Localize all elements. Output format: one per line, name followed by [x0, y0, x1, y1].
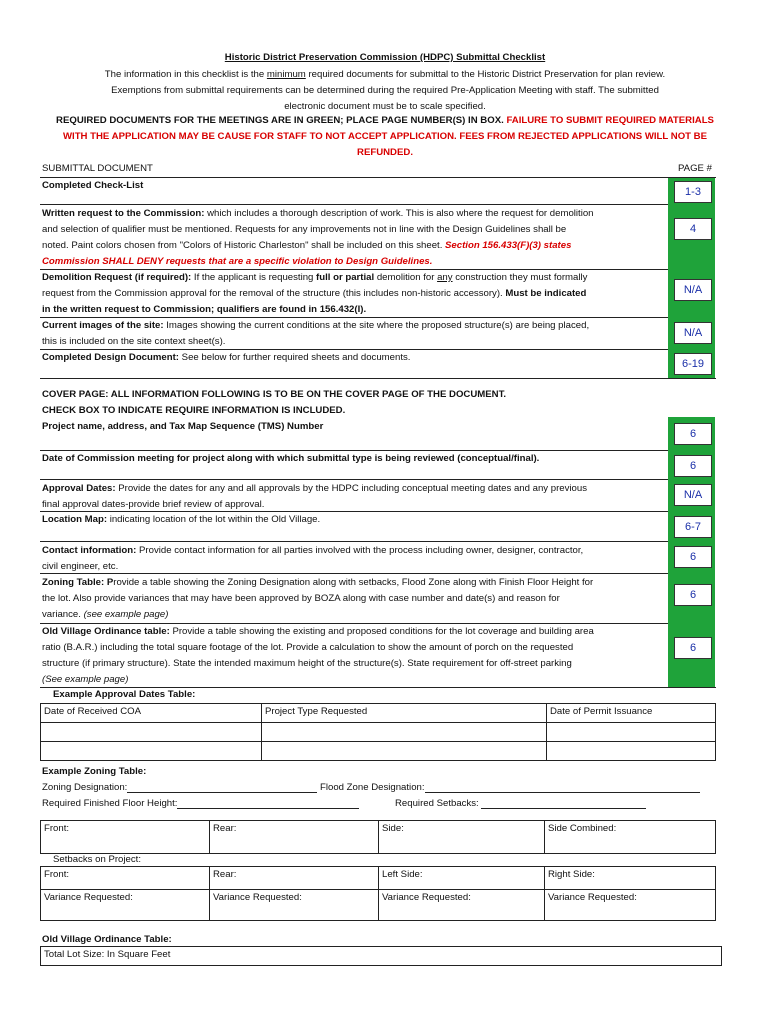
zoning-cell-front[interactable]: Front:	[41, 821, 210, 854]
table-row	[41, 890, 716, 921]
page-box-demolition[interactable]: N/A	[674, 279, 712, 301]
demolition-text-3: in the written request to Commission; qualifiers are found in 156.432(I).	[42, 304, 367, 315]
written-request-section-ref: Section 156.433(F)(3) states	[445, 240, 572, 251]
item-location-map	[42, 512, 667, 528]
page-box-ordinance[interactable]: 6	[674, 637, 712, 659]
table-cell[interactable]	[41, 723, 262, 742]
ordinance-example-note: (See example page)	[42, 674, 129, 685]
ordinance-label: Old Village Ordinance table:	[42, 626, 170, 637]
divider	[40, 687, 716, 688]
zoning-designation-label: Zoning Designation:	[42, 782, 128, 793]
demolition-text-1a: If the applicant is requesting	[191, 272, 317, 283]
divider	[40, 479, 668, 480]
header-date-received: Date of Received COA	[41, 704, 262, 723]
item-written-request	[42, 206, 667, 270]
contact-information-text-1: Provide contact information for all parties involved with the process including owner, designer, contractor,	[136, 545, 584, 556]
intro-line-1a: The information in this checklist is the	[104, 69, 267, 80]
divider	[40, 378, 716, 379]
demolition-label: Demolition Request (if required):	[42, 272, 192, 283]
item-completed-checklist: Completed Check-List	[42, 180, 144, 191]
flood-zone-label: Flood Zone Designation:	[320, 782, 425, 793]
flood-zone-blank[interactable]	[425, 792, 700, 793]
page-box-written-request[interactable]: 4	[674, 218, 712, 240]
contact-information-text-2: civil engineer, etc.	[42, 561, 119, 572]
zoning-cell-side[interactable]: Side:	[379, 821, 545, 854]
page-box-approval-dates[interactable]: N/A	[674, 484, 712, 506]
written-request-text-1: which includes a thorough description of work. This is also where the request for demolition	[204, 208, 594, 219]
page-box-design-document[interactable]: 6-19	[674, 353, 712, 375]
ordinance-table	[40, 946, 722, 966]
setbacks-on-project-label: Setbacks on Project:	[53, 854, 141, 865]
project-cell-left-side[interactable]: Left Side:	[379, 867, 545, 890]
zoning-cell-rear[interactable]: Rear:	[210, 821, 379, 854]
intro-line-3: electronic document must be to scale specified.	[284, 101, 486, 112]
zoning-table-text-3: variance.	[42, 609, 84, 620]
item-old-village-ordinance	[42, 624, 667, 688]
cover-page-heading: COVER PAGE: ALL INFORMATION FOLLOWING IS TO BE ON THE COVER PAGE OF THE DOCUMENT.	[42, 389, 507, 400]
check-box-heading: CHECK BOX TO INDICATE REQUIRE INFORMATION IS INCLUDED.	[42, 405, 346, 416]
page-box-project-name[interactable]: 6	[674, 423, 712, 445]
divider	[40, 541, 668, 542]
project-cell-rear[interactable]: Rear:	[210, 867, 379, 890]
table-cell[interactable]	[547, 723, 716, 742]
current-images-text-2: this is included on the site context sheet(s).	[42, 336, 226, 347]
green-page-column	[668, 178, 715, 378]
finished-floor-blank[interactable]	[177, 808, 359, 809]
setbacks-project-table	[40, 866, 716, 921]
page-box-contact-information[interactable]: 6	[674, 546, 712, 568]
ordinance-table-title: Old Village Ordinance Table:	[42, 934, 172, 945]
item-demolition-request	[42, 270, 667, 318]
variance-cell-rear[interactable]: Variance Requested:	[210, 890, 379, 921]
zoning-example-title: Example Zoning Table:	[42, 766, 147, 777]
item-commission-date: Date of Commission meeting for project along with which submittal type is being reviewed (conceptual/final).	[42, 453, 540, 464]
column-header-page: PAGE #	[678, 163, 712, 174]
setbacks-blank[interactable]	[481, 808, 646, 809]
approval-dates-label: Approval Dates:	[42, 483, 116, 494]
finished-floor-field	[42, 798, 359, 809]
zoning-table-text-2: the lot. Also provide variances that may have been approved by BOZA along with case number and date(s) and reason for	[42, 593, 560, 604]
page-box-zoning-table[interactable]: 6	[674, 584, 712, 606]
req-notice-red-2: WITH THE APPLICATION MAY BE CAUSE FOR STAFF TO NOT ACCEPT APPLICATION. FEES FROM REJECTED APPLICATIONS WILL NOT BE	[62, 131, 708, 142]
header-project-type: Project Type Requested	[262, 704, 547, 723]
req-notice-red-1: FAILURE TO SUBMIT REQUIRED MATERIALS	[506, 115, 714, 126]
table-cell[interactable]	[41, 742, 262, 761]
column-header-document: SUBMITTAL DOCUMENT	[42, 163, 153, 174]
item-current-images	[42, 318, 667, 350]
current-images-label: Current images of the site:	[42, 320, 164, 331]
zoning-table-label: Zoning Table: P	[42, 577, 114, 588]
table-cell[interactable]	[547, 742, 716, 761]
variance-cell-front[interactable]: Variance Requested:	[41, 890, 210, 921]
design-document-label: Completed Design Document:	[42, 352, 179, 363]
table-row	[41, 947, 722, 966]
demolition-text-1d: any	[437, 272, 453, 283]
zoning-table-text-1: rovide a table showing the Zoning Designation along with setbacks, Flood Zone along with Finish Floor Height for	[113, 577, 594, 588]
intro-line-1b: minimum	[266, 69, 306, 80]
page-box-checklist[interactable]: 1-3	[674, 181, 712, 203]
demolition-text-1e: construction they must formally	[452, 272, 588, 283]
ordinance-text-1: Provide a table showing the existing and proposed conditions for the lot coverage and building area	[169, 626, 594, 637]
requirements-notice	[30, 113, 740, 161]
intro-text	[30, 67, 740, 115]
project-cell-front[interactable]: Front:	[41, 867, 210, 890]
approval-dates-text-1: Provide the dates for any and all approvals by the HDPC including conceptual meeting dates and any previous	[115, 483, 588, 494]
project-cell-right-side[interactable]: Right Side:	[545, 867, 716, 890]
table-row	[41, 704, 716, 723]
page-box-current-images[interactable]: N/A	[674, 322, 712, 344]
zoning-table-example-note: (see example page)	[83, 609, 169, 620]
demolition-text-1c: demolition for	[374, 272, 438, 283]
zoning-cell-side-combined[interactable]: Side Combined:	[545, 821, 716, 854]
item-approval-dates	[42, 481, 667, 513]
approval-dates-table	[40, 703, 716, 761]
ordinance-text-2: ratio (B.A.R.) including the total square footage of the lot. Provide a calculation to show the amount of porch on the requested	[42, 642, 574, 653]
intro-line-1c: required documents for submittal to the Historic District Preservation for plan review.	[305, 69, 666, 80]
setbacks-label: Required Setbacks:	[395, 798, 482, 809]
req-notice-black: REQUIRED DOCUMENTS FOR THE MEETINGS ARE IN GREEN; PLACE PAGE NUMBER(S) IN BOX.	[56, 115, 507, 126]
item-zoning-table	[42, 575, 667, 623]
demolition-text-2b: Must be indicated	[505, 288, 587, 299]
design-document-text: See below for further required sheets and documents.	[179, 352, 411, 363]
variance-cell-left[interactable]: Variance Requested:	[379, 890, 545, 921]
zoning-designation-blank[interactable]	[127, 792, 317, 793]
header-permit-issuance: Date of Permit Issuance	[547, 704, 716, 723]
intro-line-2: Exemptions from submittal requirements can be determined during the required Pre-Application Meeting with staff. The submitted	[111, 85, 659, 96]
flood-zone-field	[320, 782, 700, 793]
approval-table-title: Example Approval Dates Table:	[53, 689, 196, 700]
table-cell[interactable]	[262, 723, 547, 742]
table-row	[41, 867, 716, 890]
req-notice-red-3: REFUNDED.	[357, 147, 413, 158]
zoning-required-table	[40, 820, 716, 854]
total-lot-size-cell[interactable]: Total Lot Size: In Square Feet	[41, 947, 722, 966]
table-row	[41, 723, 716, 742]
demolition-text-1b: full or partial	[316, 272, 375, 283]
setbacks-field	[395, 798, 646, 809]
location-map-label: Location Map:	[42, 514, 108, 525]
item-contact-information	[42, 543, 667, 575]
location-map-text: indicating location of the lot within the Old Village.	[107, 514, 321, 525]
demolition-text-2a: request from the Commission approval for the removal of the structure (this includes non-historic accessory).	[42, 288, 506, 299]
approval-dates-text-2: final approval dates-provide brief review of approval.	[42, 499, 265, 510]
contact-information-label: Contact information:	[42, 545, 137, 556]
written-request-text-2: and selection of qualifier must be mentioned. Requests for any improvements not in line with the Design Guidelines shall be	[42, 224, 567, 235]
page-box-location-map[interactable]: 6-7	[674, 516, 712, 538]
written-request-text-3: noted. Paint colors chosen from "Colors of Historic Charleston" shall be included on this sheet.	[42, 240, 446, 251]
zoning-designation-field	[42, 782, 317, 793]
item-design-document	[42, 350, 667, 366]
divider	[40, 204, 668, 205]
table-row	[41, 821, 716, 854]
variance-cell-right[interactable]: Variance Requested:	[545, 890, 716, 921]
page-title: Historic District Preservation Commission (HDPC) Submittal Checklist	[224, 52, 546, 63]
page-box-commission-date[interactable]: 6	[674, 455, 712, 477]
written-request-deny-note: Commission SHALL DENY requests that are a specific violation to Design Guidelines.	[42, 256, 433, 267]
divider	[40, 573, 668, 574]
written-request-label: Written request to the Commission:	[42, 208, 205, 219]
finished-floor-label: Required Finished Floor Height:	[42, 798, 178, 809]
item-project-name: Project name, address, and Tax Map Sequence (TMS) Number	[42, 421, 324, 432]
table-row	[41, 742, 716, 761]
table-cell[interactable]	[262, 742, 547, 761]
current-images-text-1: Images showing the current conditions at the site where the proposed structure(s) are being placed,	[163, 320, 590, 331]
ordinance-text-3: structure (if primary structure). State the intended maximum height of the structure(s). State requirement for off-street parking	[42, 658, 572, 669]
